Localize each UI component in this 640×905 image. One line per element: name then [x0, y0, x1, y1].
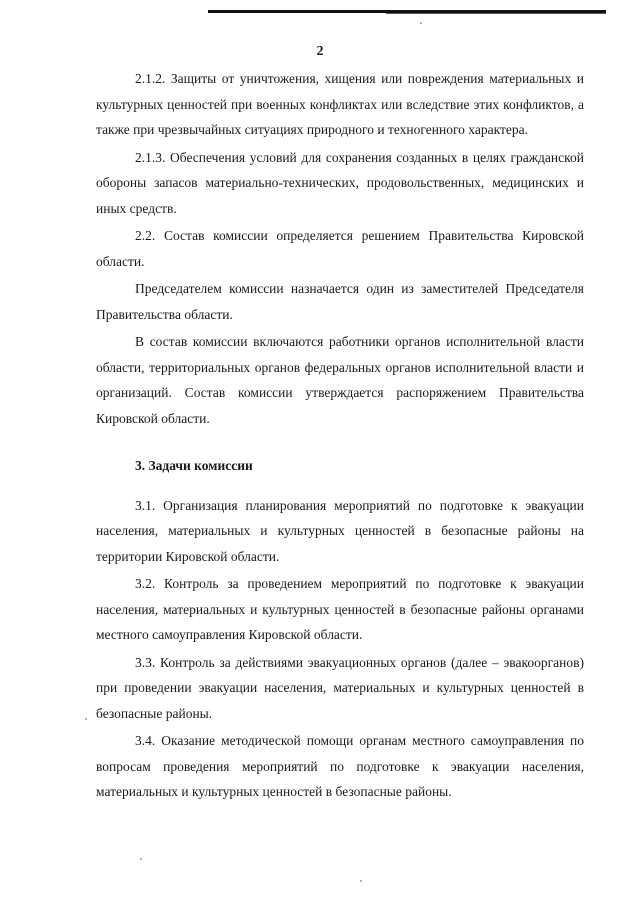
scan-speck [85, 718, 87, 720]
document-body [96, 66, 584, 805]
paragraph-2-1-3: 2.1.3. Обеспечения условий для сохранения созданных в целях гражданской обороны запасов материально-технических, продовольственных, медицинских и иных средств. [96, 149, 584, 216]
paragraph-3-2: 3.2. Контроль за проведением мероприятий по подготовке к эвакуации населения, материальных и культурных ценностей в безопасные районы органами местного самоуправления Кировской области. [96, 576, 584, 642]
paragraph-2-2: 2.2. Состав комиссии определяется решением Правительства Кировской области. [96, 228, 584, 269]
page-number: 2 [316, 44, 324, 59]
paragraph-composition: В состав комиссии включаются работники органов исполнительной власти области, территориальных органов федеральных органов исполнительной власти и организаций. Состав комиссии утверждается распоряжением Правительства Кировской области. [96, 334, 584, 426]
header-rule [208, 10, 606, 13]
scan-speck [360, 880, 362, 882]
paragraph-3-1: 3.1. Организация планирования мероприятий по подготовке к эвакуации населения, материальных и культурных ценностей в безопасные районы на территории Кировской области. [96, 497, 584, 564]
section-heading: 3. Задачи комиссии [135, 458, 253, 473]
paragraph-3-4: 3.4. Оказание методической помощи органам местного самоуправления по вопросам проведения мероприятий по подготовке к эвакуации населения, материальных и культурных ценностей в безопасные районы. [96, 733, 584, 799]
paragraph-chairman: Председателем комиссии назначается один из заместителей Председателя Правительства области. [96, 281, 584, 322]
scan-speck [420, 22, 422, 24]
paragraph-2-1-2: 2.1.2. Защиты от уничтожения, хищения или повреждения материальных и культурных ценностей при военных конфликтах или вследствие этих конфликтов, а также при чрезвычайных ситуациях природного и техногенного характера. [96, 71, 584, 137]
paragraph-3-3: 3.3. Контроль за действиями эвакуационных органов (далее – эвакоорганов) при проведении эвакуации населения, материальных и культурных ценностей в безопасные районы. [96, 654, 584, 721]
scan-speck [140, 858, 142, 860]
